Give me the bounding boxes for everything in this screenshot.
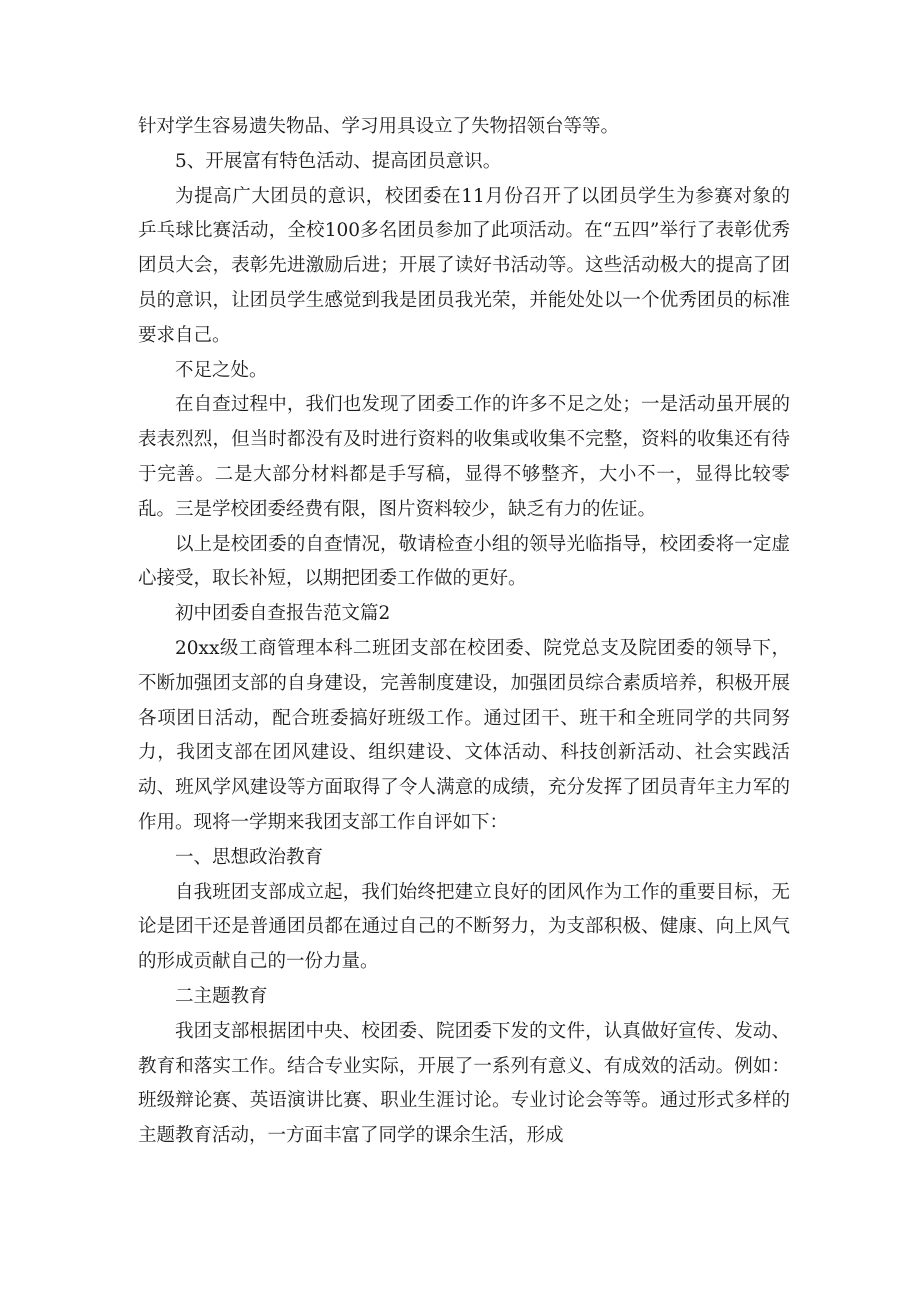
paragraph-branch-intro: 20xx级工商管理本科二班团支部在校团委、院党总支及院团委的领导下，不断加强团支部的自身建设，完善制度建设，加强团员综合素质培养，积极开展各项团日活动，配合班委搞好班级工作。通过团干、班干和全班同学的共同努力，我团支部在团风建设、组织建设、文体活动、科技创新活动、社会实践活动、班风学风建设等方面取得了令人满意的成绩，充分发挥了团员青年主力军的作用。现将一学期来我团支部工作自评如下： xyxy=(138,637,790,833)
paragraph-theme-education: 我团支部根据团中央、校团委、院团委下发的文件，认真做好宣传、发动、教育和落实工作。结合专业实际，开展了一系列有意义、有成效的活动。例如：班级辩论赛、英语演讲比赛、职业生涯讨论。专业讨论会等等。通过形式多样的主题教育活动，一方面丰富了同学的课余生活，形成 xyxy=(138,1020,790,1147)
section-heading-theme-education: 二主题教育 xyxy=(175,985,268,1007)
paragraph-political-education: 自我班团支部成立起，我们始终把建立良好的团风作为工作的重要目标，无论是团干还是普通团员都在通过自己的不断努力，为支部积极、健康、向上风气的形成贡献自己的一份力量。 xyxy=(138,881,790,973)
section-heading-political-education: 一、思想政治教育 xyxy=(175,846,324,868)
paragraph-conclusion: 以上是校团委的自查情况，敬请检查小组的领导光临指导，校团委将一定虚心接受，取长补短，以期把团委工作做的更好。 xyxy=(138,533,790,590)
paragraph-lost-and-found: 针对学生容易遗失物品、学习用具设立了失物招领台等等。 xyxy=(138,116,620,137)
section-title-sample-2: 初中团委自查报告范文篇2 xyxy=(175,603,391,625)
paragraph-shortcomings-heading: 不足之处。 xyxy=(175,359,268,381)
paragraph-member-awareness: 为提高广大团员的意识，校团委在11月份召开了以团员学生为参赛对象的乒乓球比赛活动，全校100多名团员参加了此项活动。在“五四”举行了表彰优秀团员大会，表彰先进激励后进；开展了读好书活动等。这些活动极大的提高了团员的意识，让团员学生感觉到我是团员我光荣，并能处处以一个优秀团员的标准要求自己。 xyxy=(138,185,790,346)
document-body xyxy=(138,110,790,1154)
paragraph-shortcomings: 在自查过程中，我们也发现了团委工作的许多不足之处；一是活动虽开展的表表烈烈，但当时都没有及时进行资料的收集或收集不完整，资料的收集还有待于完善。二是大部分材料都是手写稿，显得不够整齐，大小不一，显得比较零乱。三是学校团委经费有限，图片资料较少，缺乏有力的佐证。 xyxy=(138,394,790,520)
paragraph-item-5-heading: 5、开展富有特色活动、提高团员意识。 xyxy=(175,150,502,172)
